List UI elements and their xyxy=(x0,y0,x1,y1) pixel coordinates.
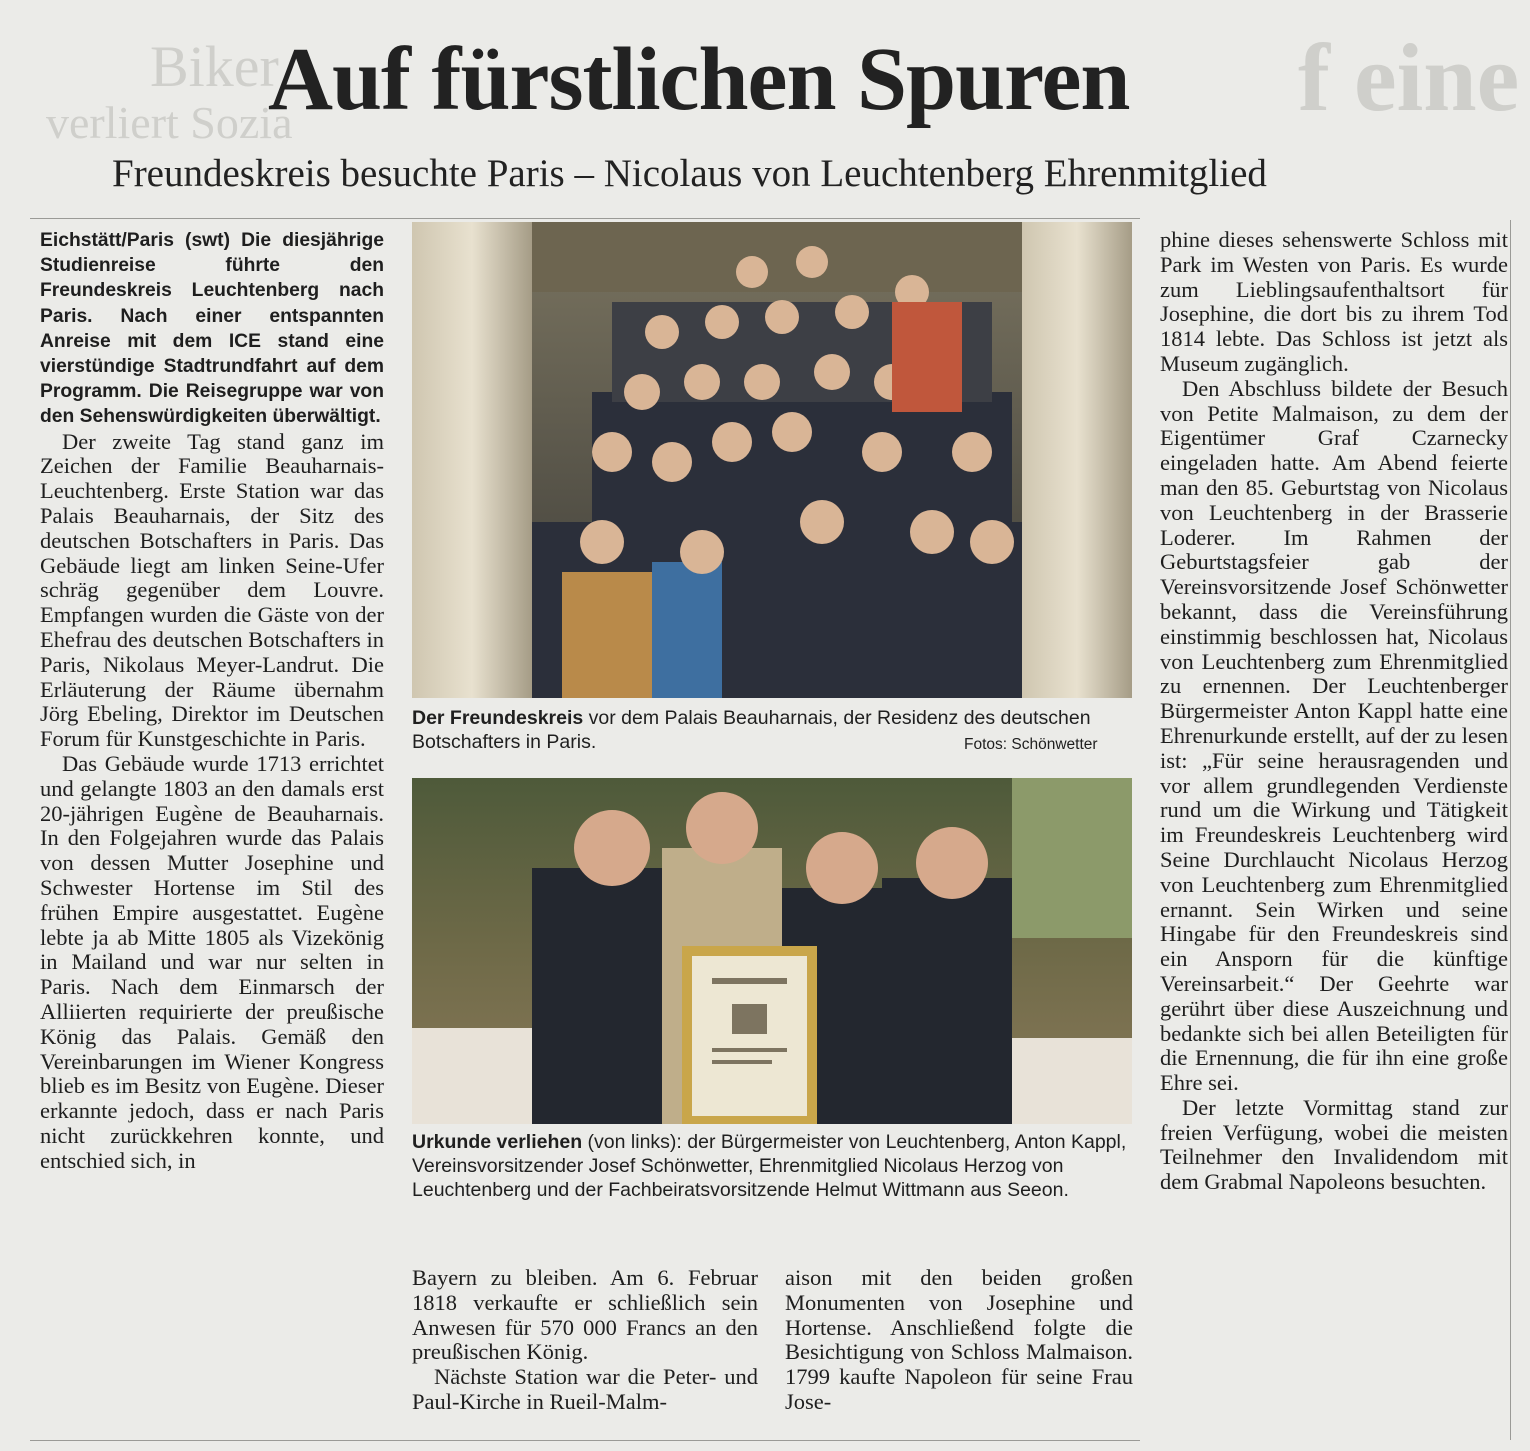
award-photo xyxy=(412,778,1132,1124)
column-3 xyxy=(785,1266,1133,1415)
caption-bold: Der Freundeskreis xyxy=(412,707,584,729)
body-paragraph: Bayern zu bleiben. Am 6. Februar 1818 verkaufte er schließlich sein Anwesen für 570 000 Francs an den preußischen König. xyxy=(412,1265,758,1365)
right-rule xyxy=(1510,220,1511,1440)
neighbor-headline-left-1: Biker xyxy=(150,38,279,96)
neighbor-headline-left-2: verliert Sozia xyxy=(46,100,293,146)
top-rule xyxy=(30,218,1140,219)
body-paragraph: aison mit den beiden großen Monumenten von Josephine und Hortense. Anschließend folgte die Besichtigung von Schloss Malmaison. 1799 kaufte Napoleon für seine Frau Jose- xyxy=(785,1265,1133,1414)
body-paragraph: Den Abschluss bildete der Besuch von Petite Malmaison, zu dem der Eigentümer Graf Czarnecky eingeladen hatte. Am Abend feierte man den 85. Geburtstag von Nicolaus von Leuchtenberg in der Brasserie Loderer. Im Rahmen der Geburtstagsfeier gab der Vereinsvorsitzende Josef Schönwetter bekannt, dass die Vereinsführung einstimmig beschlossen hat, Nicolaus von Leuchtenberg zum Ehrenmitglied zu ernennen. Der Leuchtenberger Bürgermeister Anton Kappl hatte eine Ehrenurkunde erstellt, auf der zu lesen ist: „Für seine herausragenden und vor allem grundlegenden Verdienste rund um die Wirkung und Tätigkeit im Freundeskreis Leuchtenberg wird Seine Durchlaucht Nicolaus Herzog von Leuchtenberg zum Ehrenmitglied ernannt. Sein Wirken und seine Hingabe für den Freundeskreis sind ein Ansporn für die künftige Vereinsarbeit.“ Der Geehrte war gerührt über diese Auszeichnung und bedankte sich bei allen Beteiligten für die Ernennung, die für ihn eine große Ehre sei. xyxy=(1160,375,1508,1096)
caption-text: (von links): der Bürgermeister von Leuchtenberg, Anton Kappl, Vereinsvorsitzender Josef Schönwetter, Ehrenmitglied Nicolaus Herzog von Leuchtenberg und der Fachbeiratsvorsitzende Helmut Wittmann aus Seeon. xyxy=(412,1131,1127,1201)
body-paragraph: Das Gebäude wurde 1713 errichtet und gelangte 1803 an den damals erst 20-jährigen Eugène de Beauharnais. In den Folgejahren wurde das Palais von dessen Mutter Josephine und Schwester Hortense im Stil des frühen Empire ausgestattet. Eugène lebte ja ab Mitte 1805 als Vizekönig in Mailand und war nur selten in Paris. Nach dem Einmarsch der Alliierten requirierte der preußische König das Palais. Gemäß den Vereinbarungen im Wiener Kongress blieb es im Besitz von Eugène. Dieser erkannte jedoch, dass er nach Paris nicht zurückkehren konnte, und entschied sich, in xyxy=(40,750,384,1173)
body-paragraph: Der zweite Tag stand ganz im Zeichen der Familie Beauharnais-Leuchtenberg. Erste Station war das Palais Beauharnais, der Sitz des deutschen Botschafters in Paris. Das Gebäude liegt am linken Seine-Ufer schräg gegenüber dem Louvre. Empfangen wurden die Gäste von der Ehefrau des deutschen Botschafters in Paris, Nikolaus Meyer-Landrut. Die Erläuterung der Räume übernahm Jörg Ebeling, Direktor im Deutschen Forum für Kunstgeschichte in Paris. xyxy=(40,428,384,752)
column-2 xyxy=(412,1266,758,1415)
body-paragraph: phine dieses sehenswerte Schloss mit Park im Westen von Paris. Es wurde zum Lieblingsaufenthaltsort für Josephine, die dort bis zu ihrem Tod 1814 lebte. Das Schloss ist jetzt als Museum zugänglich. xyxy=(1160,227,1508,376)
photo-credit: Fotos: Schönwetter xyxy=(964,736,1098,753)
body-paragraph: Der letzte Vormittag stand zur freien Verfügung, wobei die meisten Teilnehmer den Invalidendom mit dem Grabmal Napoleons besuchten. xyxy=(1160,1094,1508,1195)
neighbor-headline-right: f eine xyxy=(1298,30,1520,126)
bottom-rule xyxy=(30,1440,1140,1441)
caption-text: vor dem Palais Beauharnais, der Residenz des deutschen Botschafters in Paris. xyxy=(412,707,1091,753)
headline: Auf fürstlichen Spuren xyxy=(268,30,1130,129)
award-photo-caption xyxy=(412,1130,1136,1202)
lead-paragraph: Eichstätt/Paris (swt) Die diesjährige Studienreise führte den Freundeskreis Leuchtenberg nach Paris. Nach einer entspannten Anreise mit dem ICE stand eine vierstündige Stadtrundfahrt auf dem Programm. Die Reisegruppe war von den Sehenswürdigkeiten überwältigt. xyxy=(40,230,384,428)
group-photo-image xyxy=(412,222,1132,698)
neighbor-text-right xyxy=(1440,165,1530,205)
award-photo-image xyxy=(412,778,1132,1124)
column-4 xyxy=(1160,228,1508,1438)
caption-bold: Urkunde verliehen xyxy=(412,1131,583,1153)
group-photo xyxy=(412,222,1132,698)
body-paragraph: Nächste Station war die Peter- und Paul-Kirche in Rueil-Malm- xyxy=(412,1364,758,1414)
subheadline: Freundeskreis besuchte Paris – Nicolaus von Leuchtenberg Ehrenmitglied xyxy=(112,152,1267,195)
column-1 xyxy=(40,228,384,1433)
